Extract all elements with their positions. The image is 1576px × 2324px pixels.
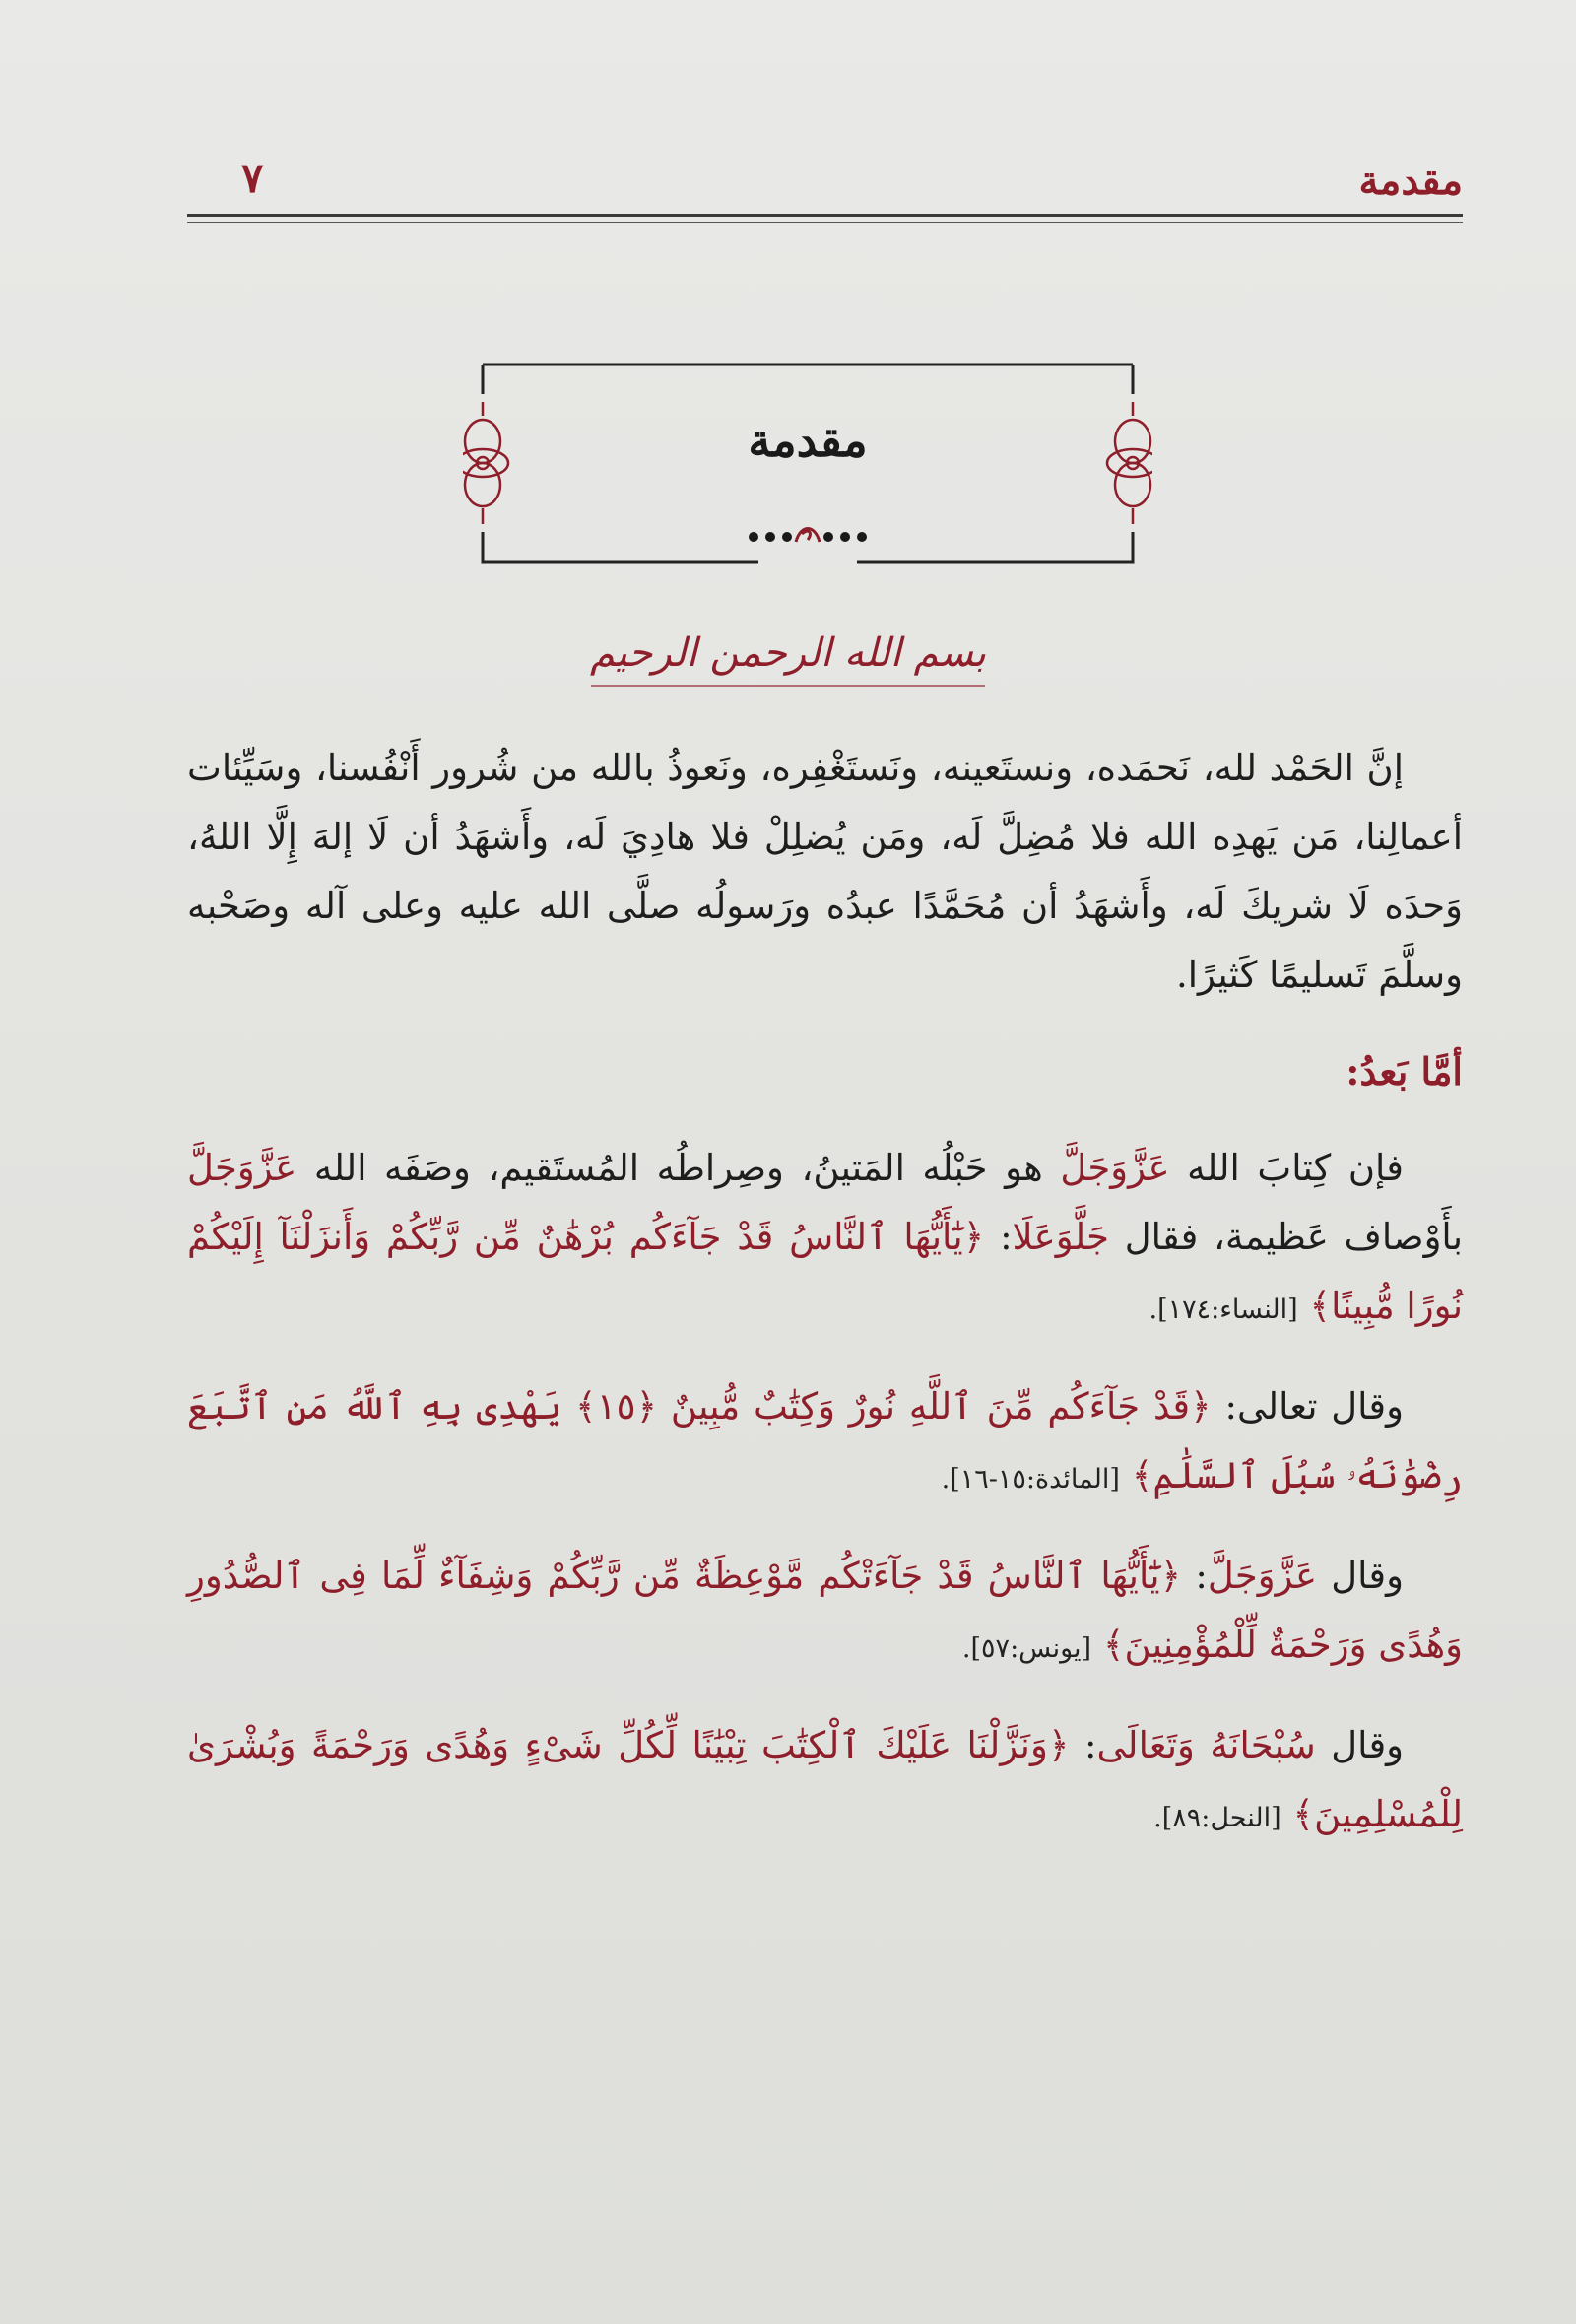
- quran-verse: ﴿يَٰٓأَيُّهَا ٱلنَّاسُ قَدْ جَآءَكُم بُرْهَٰنٌ مِّن رَّبِّكُمْ وَأَنزَلْنَآ إِلَيْكُمْ نُورًا مُّبِينًا﴾: [187, 1216, 1463, 1327]
- text-segment: وقال تعالى:: [1211, 1385, 1404, 1428]
- running-title: مقدمة: [1358, 158, 1463, 204]
- page-number: ٧: [241, 154, 264, 202]
- chapter-title-frame: [463, 355, 1152, 571]
- text-segment: فإن كِتابَ الله: [1169, 1147, 1404, 1189]
- paragraph-quote-maidah: [187, 1372, 1463, 1514]
- honorific: عَزَّوَجَلَّ: [1207, 1555, 1318, 1597]
- heading-amma-baad: أمَّا بَعدُ:: [1346, 1049, 1463, 1094]
- paragraph-quote-nahl: [187, 1711, 1463, 1853]
- verse-reference: [النساء:١٧٤].: [1149, 1295, 1298, 1325]
- body-text: [187, 734, 1463, 1881]
- verse-reference: [يونس:٥٧].: [961, 1633, 1092, 1664]
- quran-verse: ﴿وَنَزَّلْنَا عَلَيْكَ ٱلْكِتَٰبَ تِبْيَٰنًا لِّكُلِّ شَىْءٍ وَهُدًى وَرَحْمَةً وَبُشْرَىٰ لِلْمُسْلِمِينَ﴾: [187, 1724, 1463, 1835]
- verse-reference: [المائدة:١٥-١٦].: [941, 1464, 1120, 1494]
- verse-reference: [النحل:٨٩].: [1153, 1803, 1281, 1833]
- text-segment: وقال: [1315, 1724, 1404, 1766]
- honorific: جَلَّوَعَلَا: [1012, 1216, 1109, 1258]
- basmala-underline: [591, 685, 985, 687]
- header-rule-thick: [187, 214, 1463, 217]
- honorific: عَزَّوَجَلَّ: [187, 1147, 297, 1189]
- paragraph-quote-yunus: [187, 1542, 1463, 1684]
- paragraph-opening: إنَّ الحَمْد لله، نَحمَده، ونستَعينه، ونَستَغْفِره، ونَعوذُ بالله من شُرور أَنْفُسنا، وسَيِّئات أعمالِنا، مَن يَهدِه الله فلا مُضِلَّ لَه، ومَن يُضلِلْ فلا هادِيَ لَه، وأَشهَدُ أن لَا إلهَ إِلَّا اللهُ، وَحدَه لَا شريكَ لَه، وأَشهَدُ أن مُحَمَّدًا عبدُه ورَسولُه صلَّى الله عليه وعلى آله وصَحْبه وسلَّمَ تَسليمًا كَثيرًا.: [187, 747, 1463, 996]
- text-segment: :: [1069, 1724, 1097, 1766]
- text-segment: بأَوْصاف عَظيمة، فقال: [1108, 1216, 1464, 1258]
- header-rule-thin: [187, 222, 1463, 223]
- text-segment: هو حَبْلُه المَتينُ، وصِراطُه المُستَقيم، وصَفَه الله: [296, 1147, 1061, 1189]
- quran-verse: ﴿يَٰٓأَيُّهَا ٱلنَّاسُ قَدْ جَآءَتْكُم مَّوْعِظَةٌ مِّن رَّبِّكُمْ وَشِفَآءٌ لِّمَا فِى ٱلصُّدُورِ وَهُدًى وَرَحْمَةٌ لِّلْمُؤْمِنِينَ﴾: [187, 1555, 1463, 1666]
- honorific: سُبْحَانَهُ وَتَعَالَى: [1096, 1724, 1316, 1766]
- chapter-title: مقدمة: [748, 414, 868, 467]
- basmala: بسم الله الرحمن الرحيم: [589, 631, 987, 676]
- quran-verse: ﴿قَدْ جَآءَكُم مِّنَ ٱللَّهِ نُورٌ وَكِتَٰبٌ مُّبِينٌ ﴿١٥﴾ يَهْدِى بِهِ ٱللَّهُ مَنِ ٱتَّبَعَ رِضْوَٰنَهُۥ سُبُلَ ٱلسَّلَٰمِ﴾: [187, 1385, 1463, 1496]
- honorific: عَزَّوَجَلَّ: [1060, 1147, 1170, 1189]
- paragraph-book-of-allah: [187, 1134, 1463, 1345]
- text-segment: وقال: [1317, 1555, 1404, 1597]
- text-segment: :: [1181, 1555, 1208, 1597]
- text-segment: :: [984, 1216, 1013, 1258]
